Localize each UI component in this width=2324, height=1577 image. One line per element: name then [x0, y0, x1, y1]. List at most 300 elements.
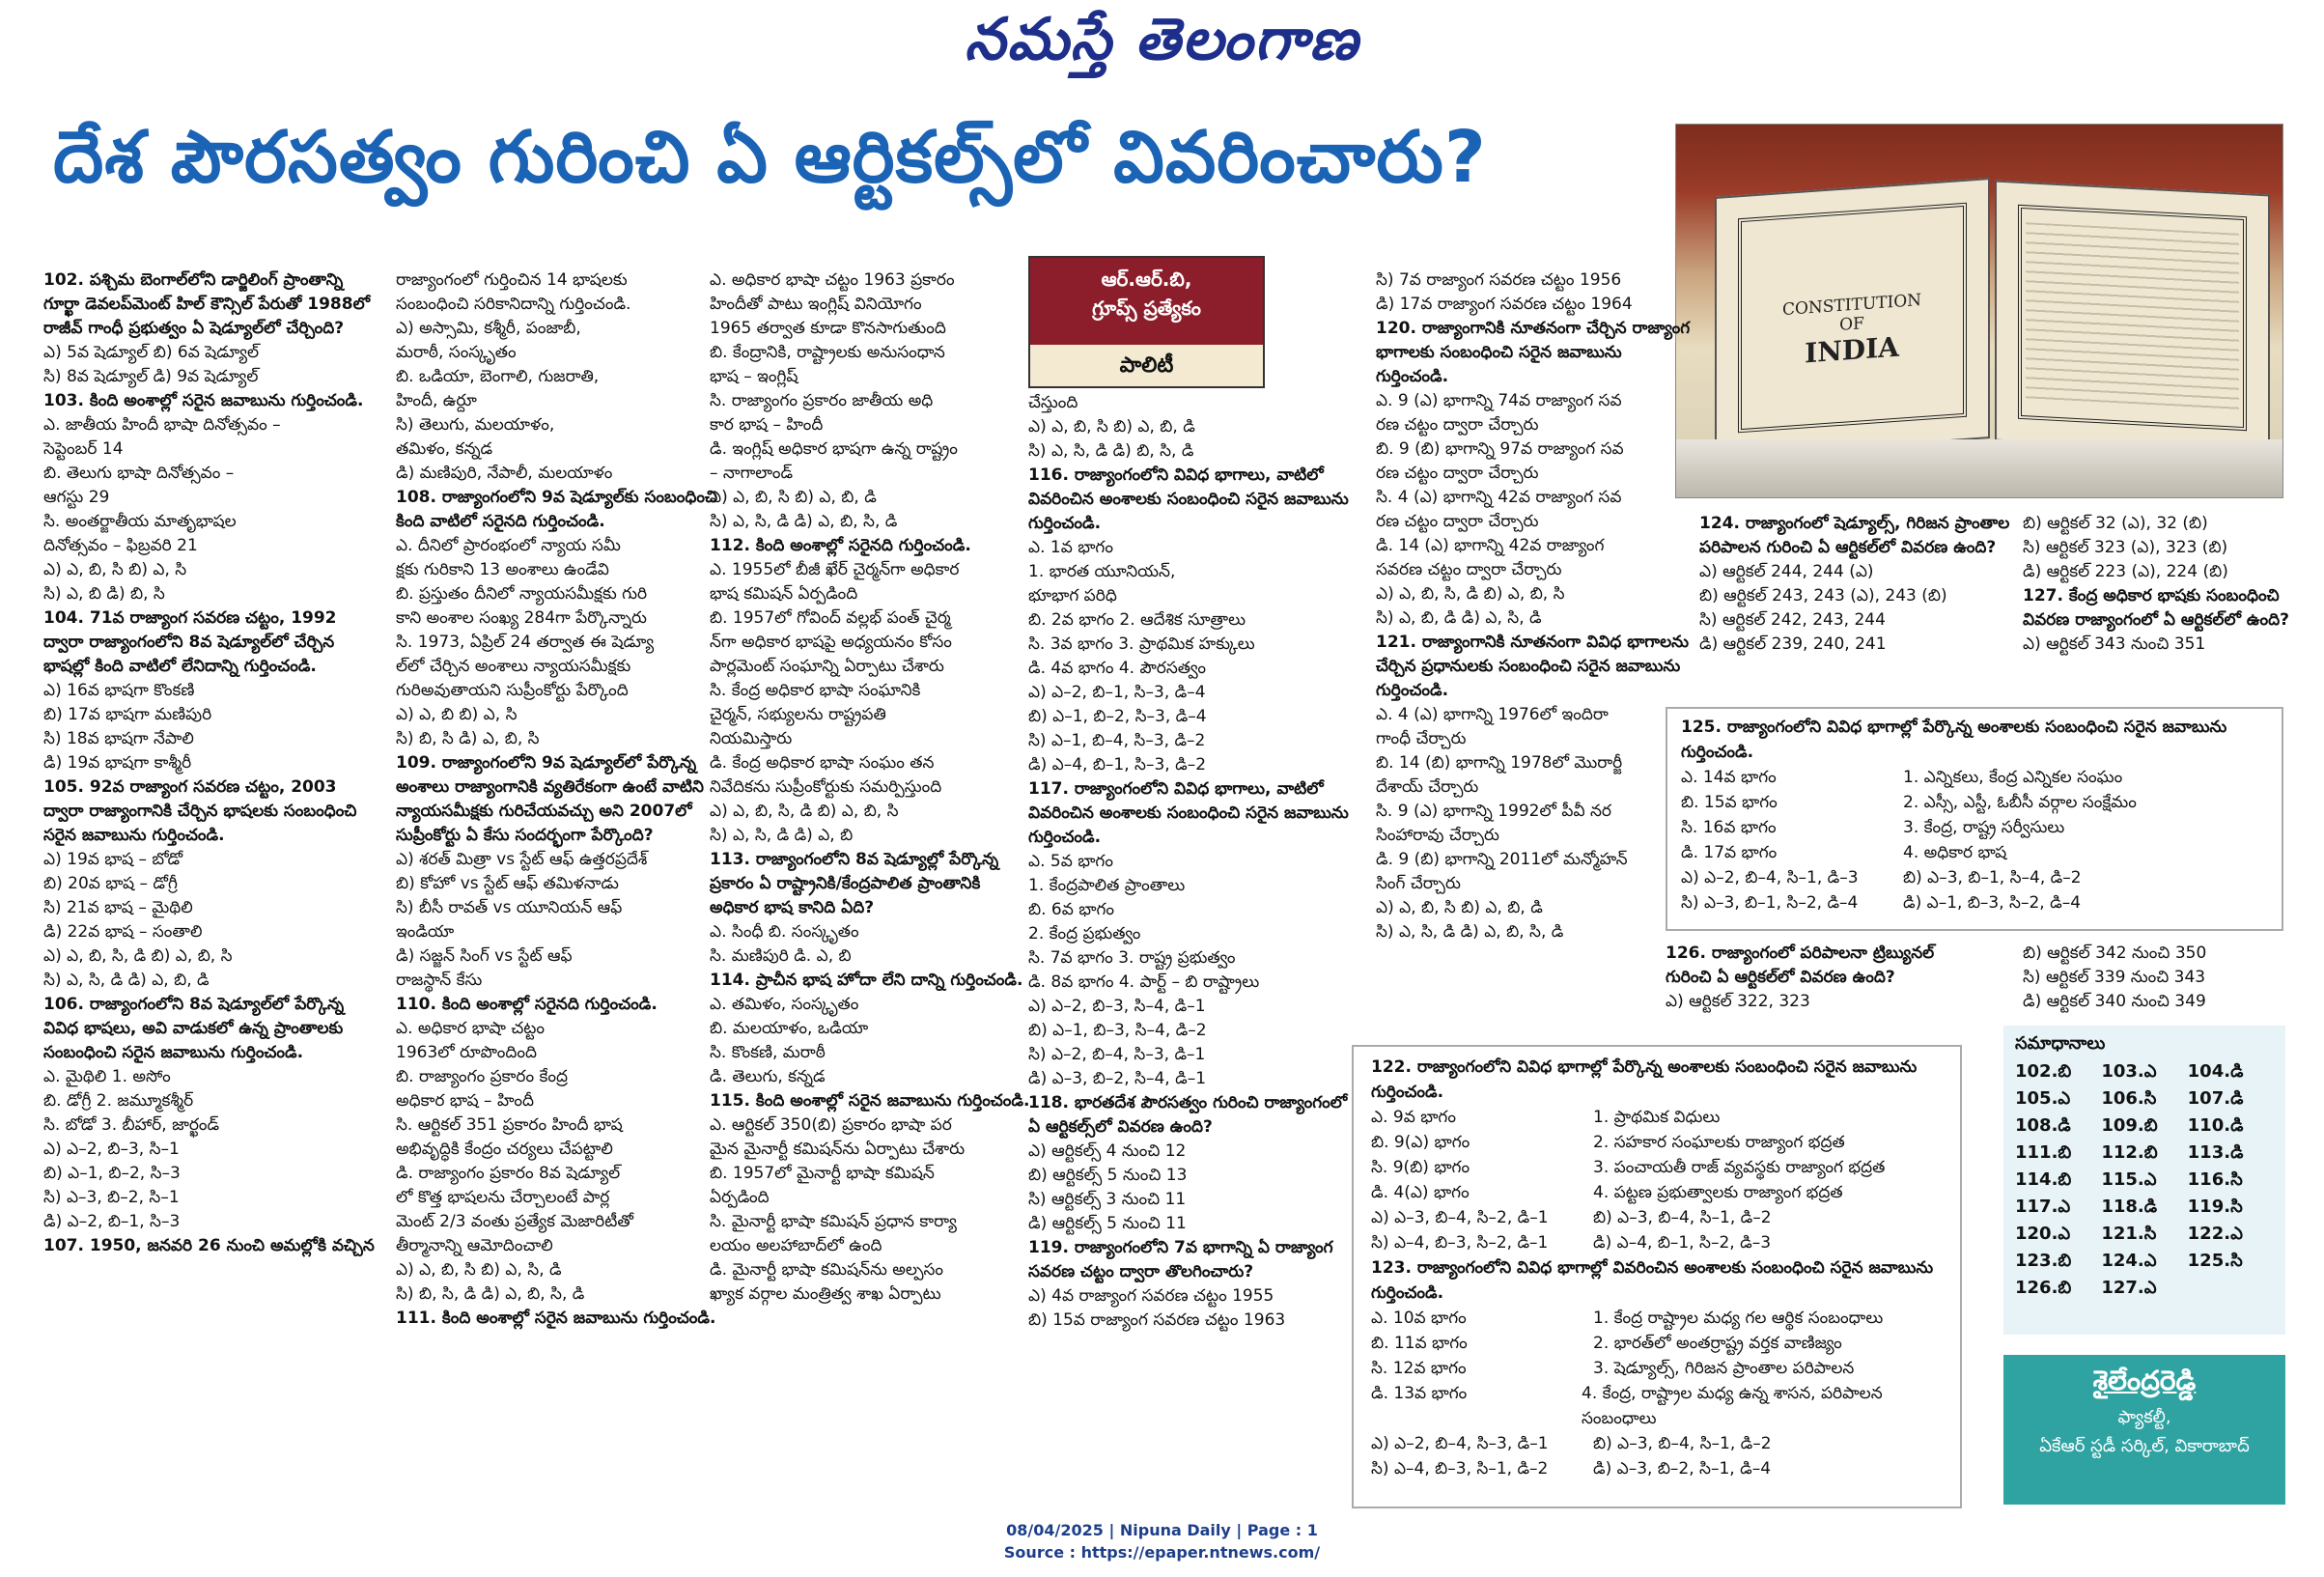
answer-item: 106.సి	[2101, 1088, 2157, 1109]
section-badge: ఆర్.ఆర్.బి, గ్రూప్స్ ప్రత్యేకం పాలిటీ	[1028, 256, 1265, 388]
option-line: బి. 1957లో గోవింద్ వల్లభ్ పంత్ చైర్మ	[710, 608, 951, 628]
option-line: ఎ) ఎ, బి, సి, డి బి) ఎ, బి, సి	[710, 802, 899, 821]
match-row	[1371, 1130, 1943, 1155]
match-right: డి) ఎ–1, బి–3, సి–2, డి–4	[1903, 893, 2082, 913]
option-line: ఎ. 1955లో బీజీ ఖేర్ చైర్మన్‌గా అధికార	[710, 560, 960, 579]
match-row	[1371, 1381, 1943, 1431]
match-row	[1371, 1180, 1943, 1205]
option-line: డి. ఇంగ్లిష్ అధికార భాషగా ఉన్న రాష్ట్రం	[710, 439, 958, 459]
option-line: బి. తెలుగు భాషా దినోత్సవం –	[43, 464, 235, 483]
option-line: సి. 9 (ఎ) భాగాన్ని 1992లో పీవీ నర	[1376, 802, 1611, 821]
match-right: 4. కేంద్ర, రాష్ట్రాల మధ్య ఉన్న శాసన, పరిపాలన సంబంధాలు	[1582, 1384, 1883, 1428]
option-line: ఎ. జాతీయ హిందీ భాషా దినోత్సవం –	[43, 415, 281, 435]
column-7	[2023, 512, 2312, 657]
answer-item: 111.బి	[2015, 1142, 2072, 1163]
option-line: సి) బి, సి, డి డి) ఎ, బి, సి, డి	[396, 1284, 585, 1304]
option-line: ఖ్యాక వర్గాల మంత్రిత్వ శాఖ ఏర్పాటు	[710, 1284, 941, 1304]
match-row	[1681, 765, 2268, 790]
option-line: సంబంధించి సరికానిదాన్ని గుర్తించండి.	[396, 295, 631, 314]
option-line: బి. రాజ్యాంగం ప్రకారం కేంద్ర	[396, 1067, 569, 1086]
option-line: లయం అలహాబాద్‌లో ఉంది	[710, 1236, 882, 1255]
option-line: సింహారావు చేర్చారు	[1376, 826, 1499, 845]
footer-source: Source : https://epaper.ntnews.com/	[1003, 1543, 1321, 1562]
column-5	[1376, 268, 1699, 944]
option-line: సి) బీసీ రావత్ vs యూనియన్ ఆఫ్	[396, 898, 623, 917]
question-text: 115. కింది అంశాల్లో సరైన జవాబును గుర్తించండి.	[710, 1091, 1030, 1111]
option-line: 1965 తర్వాత కూడా కొనసాగుతుంది	[710, 319, 946, 338]
option-line: దినోత్సవం – ఫిబ్రవరి 21	[43, 536, 198, 555]
question-text: 111. కింది అంశాల్లో సరైన జవాబును గుర్తించండి.	[396, 1309, 716, 1328]
match-right: 1. ప్రాథమిక విధులు	[1593, 1108, 1721, 1127]
option-line: బి. 6వ భాగం	[1028, 900, 1114, 919]
column-6	[1699, 512, 2018, 657]
option-line: రాజస్థాన్ కేసు	[396, 971, 483, 990]
option-line: డి) ఎ–4, బి–1, సి–3, డి–2	[1028, 755, 1207, 774]
option-line: సి) ఆర్టికల్ 323 (ఎ), 323 (బి)	[2023, 538, 2228, 557]
constitution-photo	[1675, 124, 2283, 498]
question-text: 112. కింది అంశాల్లో సరైనది గుర్తించండి.	[710, 536, 971, 555]
option-line: ఎ. ఆర్టికల్ 350(బి) ప్రకారం భాషా పర	[710, 1115, 952, 1135]
answer-item: 126.బి	[2015, 1278, 2072, 1298]
question-text: 107. 1950, జనవరి 26 నుంచి అమల్లోకి వచ్చిన	[43, 1236, 375, 1255]
option-line: నియమిస్తారు	[710, 729, 793, 748]
option-line: డి. కేంద్ర అధికార భాషా సంఘం తన	[710, 753, 935, 773]
answer-item: 118.డి	[2101, 1197, 2158, 1217]
option-line: గాంధీ చేర్చారు	[1376, 729, 1467, 748]
option-line: సి. బోడో 3. బీహార్, జార్ఖండ్	[43, 1115, 220, 1135]
answer-item: 105.ఎ	[2015, 1088, 2071, 1109]
match-left: సి. 12వ భాగం	[1371, 1359, 1467, 1378]
option-line: సి. మణిపురి డి. ఎ, బి	[710, 946, 852, 966]
answers-panel	[2003, 1026, 2285, 1335]
option-line: తమిళం, కన్నడ	[396, 439, 493, 459]
option-line: మెంట్ 2/3 వంతు ప్రత్యేక మెజారిటీతో	[396, 1212, 633, 1231]
option-line: సి. 7వ భాగం 3. రాష్ట్ర ప్రభుత్వం	[1028, 948, 1236, 968]
match-row	[1371, 1230, 1943, 1255]
option-line: సి) తెలుగు, మలయాళం,	[396, 415, 555, 435]
match-right: 4. అధికార భాష	[1903, 843, 2007, 862]
option-line: బి) ఎ–1, బి–2, సి–3, డి–4	[1028, 707, 1207, 726]
option-line: సి. 1973, ఏప్రిల్ 24 తర్వాత ఈ షెడ్యూ	[396, 633, 655, 652]
option-line: డి. 9 (బి) భాగాన్ని 2011లో మన్మోహన్	[1376, 850, 1628, 869]
question-text: 119. రాజ్యాంగంలోని 7వ భాగాన్ని ఏ రాజ్యాంగ సవరణ చట్టం ద్వారా తొలగించారు?	[1028, 1238, 1333, 1281]
author-name: శైలేంద్రరెడ్డి	[2092, 1365, 2197, 1396]
question-box-122-123	[1352, 1045, 1962, 1508]
answer-item: 115.ఎ	[2101, 1169, 2157, 1190]
match-right: 3. షెడ్యూల్స్, గిరిజన ప్రాంతాల పరిపాలన	[1593, 1359, 1855, 1378]
option-line: ఇండియా	[396, 922, 455, 942]
match-row	[1681, 840, 2268, 865]
option-line: బి) ఎ–1, బి–3, సి–4, డి–2	[1028, 1021, 1207, 1040]
option-line: సి. కేంద్ర అధికార భాషా సంఘానికి	[710, 681, 921, 700]
option-line: ఆగస్టు 29	[43, 488, 110, 507]
question-text: 121. రాజ్యాంగానికి నూతనంగా వివిధ భాగాలను చేర్చిన ప్రధానులకు సంబంధించి సరైన జవాబును గుర్తించండి.	[1376, 633, 1689, 700]
question-text: 108. రాజ్యాంగంలోని 9వ షెడ్యూల్‌కు సంబంధించి కింది వాటిలో సరైనది గుర్తించండి.	[396, 488, 718, 531]
match-row	[1681, 790, 2268, 815]
match-left: సి) ఎ–4, బి–3, సి–2, డి–1	[1371, 1233, 1549, 1253]
option-line: సింగ్ చేర్చారు	[1376, 874, 1461, 893]
match-left: సి) ఎ–4, బి–3, సి–1, డి–2	[1371, 1459, 1549, 1478]
question-text: 124. రాజ్యాంగంలో షెడ్యూల్స్, గిరిజన ప్రాంతాల పరిపాలన గురించి ఏ ఆర్టికల్‌లో వివరణ ఉంది?	[1699, 514, 2010, 557]
match-row	[1371, 1306, 1943, 1331]
option-line: సి) ఆర్టికల్ 339 నుంచి 343	[2023, 968, 2206, 987]
option-line: ఎ) 4వ రాజ్యాంగ సవరణ చట్టం 1955	[1028, 1286, 1274, 1306]
match-left: డి. 17వ భాగం	[1681, 843, 1778, 862]
option-line: గురిఅవుతాయని సుప్రీంకోర్టు పేర్కొంది	[396, 681, 629, 700]
option-line: రాజ్యాంగంలో గుర్తించిన 14 భాషలకు	[396, 270, 628, 290]
option-line: డి) 22వ భాష – సంతాలి	[43, 922, 203, 942]
answer-item: 122.ఎ	[2187, 1224, 2243, 1244]
answer-item: 108.డి	[2015, 1115, 2071, 1136]
option-line: – నాగాలాండ్	[710, 464, 794, 483]
option-line: ఎ) ఆర్టికల్ 244, 244 (ఎ)	[1699, 562, 1874, 581]
option-line: సి) ఎ, సి, డి డి) ఎ, బి	[710, 826, 854, 845]
option-line: సి) ఎ–3, బి–2, సి–1	[43, 1188, 180, 1207]
option-line: సి) 21వ భాష – మైథిలి	[43, 898, 193, 917]
option-line: డి) ఆర్టికల్స్ 5 నుంచి 11	[1028, 1214, 1187, 1233]
match-left: బి. 15వ భాగం	[1681, 793, 1778, 812]
option-line: ఎ) ఎ, బి బి) ఎ, సి	[396, 705, 518, 724]
match-left: సి. 16వ భాగం	[1681, 818, 1777, 837]
match-left: సి. 9(బి) భాగం	[1371, 1158, 1470, 1177]
match-right: 2. భారత్‌లో అంతర్రాష్ట్ర వర్తక వాణిజ్యం	[1593, 1334, 1842, 1353]
option-line: ఎ. అధికార భాషా చట్టం	[396, 1019, 546, 1038]
question-text: 110. కింది అంశాల్లో సరైనది గుర్తించండి.	[396, 995, 658, 1014]
option-line: అధికార భాష – హిందీ	[396, 1091, 534, 1111]
option-line: ఎ. 9 (ఎ) భాగాన్ని 74వ రాజ్యాంగ సవ	[1376, 391, 1622, 410]
match-left: సి) ఎ–3, బి–1, సి–2, డి–4	[1681, 893, 1859, 913]
option-line: ఎ. 1వ భాగం	[1028, 538, 1113, 557]
column-8	[1666, 942, 1974, 1014]
option-line: ఎ) ఆర్టికల్ 322, 323	[1666, 992, 1810, 1011]
column-2	[396, 268, 724, 1331]
match-right: 1. కేంద్ర రాష్ట్రాల మధ్య గల ఆర్థిక సంబంధాలు	[1593, 1309, 1884, 1328]
option-line: ఎ) ఎ–2, బి–3, సి–4, డి–1	[1028, 997, 1206, 1016]
answer-item: 110.డి	[2187, 1115, 2244, 1136]
option-line: సి. రాజ్యాంగం ప్రకారం జాతీయ అధి	[710, 391, 934, 410]
column-4	[1028, 391, 1361, 1333]
option-line: 2. కేంద్ర ప్రభుత్వం	[1028, 924, 1141, 943]
match-right: బి) ఎ–3, బి–4, సి–1, డి–2	[1593, 1208, 1772, 1227]
option-line: కాని అంశాల సంఖ్య 284గా పేర్కొన్నారు	[396, 608, 647, 628]
option-line: ఎ. దీనిలో ప్రారంభంలో న్యాయ సమీ	[396, 536, 621, 555]
book-title: CONSTITUTION OF INDIA	[1781, 290, 1922, 370]
option-line: సి) 18వ భాషగా నేపాలి	[43, 729, 194, 748]
option-line: బి) ఎ–1, బి–2, సి–3	[43, 1164, 181, 1183]
option-line: డి. 4వ భాగం 4. పౌరసత్వం	[1028, 659, 1206, 678]
masthead: నమస్తే తెలంగాణ	[964, 6, 1360, 73]
match-right: 2. సహకార సంఘాలకు రాజ్యాంగ భద్రత	[1593, 1133, 1845, 1152]
option-line: హిందీతో పాటు ఇంగ్లిష్ వినియోగం	[710, 295, 922, 314]
option-line: ల్‌లో చేర్చిన అంశాలు న్యాయసమీక్షకు	[396, 657, 631, 676]
footer-date: 08/04/2025 | Nipuna Daily | Page : 1	[1006, 1521, 1318, 1539]
option-line: భాష – ఇంగ్లిష్	[710, 367, 798, 386]
match-row	[1371, 1155, 1943, 1180]
answer-item: 114.బి	[2015, 1169, 2072, 1190]
option-line: ఎ. సింధీ బి. సంస్కృతం	[710, 922, 859, 942]
option-line: డి. 14 (ఎ) భాగాన్ని 42వ రాజ్యాంగ	[1376, 536, 1605, 555]
answer-item: 124.ఎ	[2101, 1251, 2157, 1271]
answers-grid	[2015, 1061, 2274, 1302]
option-line: డి) ఆర్టికల్ 223 (ఎ), 224 (బి)	[2023, 562, 2228, 581]
option-line: ఎ) ఆర్టికల్స్ 4 నుంచి 12	[1028, 1141, 1187, 1161]
match-left: బి. 11వ భాగం	[1371, 1334, 1468, 1353]
option-line: చేస్తుంది	[1028, 393, 1078, 412]
option-line: సి) ఎ, బి, డి డి) ఎ, సి, డి	[1376, 608, 1542, 628]
option-line: డి) ఆర్టికల్ 340 నుంచి 349	[2023, 992, 2206, 1011]
option-line: డి. తెలుగు, కన్నడ	[710, 1067, 826, 1086]
match-right: 2. ఎస్సీ, ఎస్టీ, ఓబీసీ వర్గాల సంక్షేమం	[1903, 793, 2137, 812]
match-right: బి) ఎ–3, బి–1, సి–4, డి–2	[1903, 868, 2082, 887]
option-line: రణ చట్టం ద్వారా చేర్చారు	[1376, 464, 1539, 483]
option-line: దేశాయ్ చేర్చారు	[1376, 777, 1479, 797]
answer-item: 113.డి	[2187, 1142, 2244, 1163]
option-line: బి) కోహో vs స్టేట్ ఆఫ్ తమిళనాడు	[396, 874, 619, 893]
option-line: బి) ఆర్టికల్స్ 5 నుంచి 13	[1028, 1166, 1188, 1185]
option-line: ఎ) ఎ, బి, సి, డి బి) ఎ, బి, సి	[43, 946, 233, 966]
option-line: సి) ఎ–1, బి–4, సి–3, డి–2	[1028, 731, 1206, 750]
option-line: ఎ) ఎ, బి, సి బి) ఎ, బి, డి	[1028, 417, 1195, 436]
answer-item: 112.బి	[2101, 1142, 2158, 1163]
option-line: అభివృద్ధికి కేంద్రం చర్యలు చేపట్టాలి	[396, 1140, 613, 1159]
match-rows	[1371, 1105, 1943, 1255]
option-line: పార్లమెంట్ సంఘాన్ని ఏర్పాటు చేశారు	[710, 657, 944, 676]
question-text: 104. 71వ రాజ్యాంగ సవరణ చట్టం, 1992 ద్వారా రాజ్యాంగంలోని 8వ షెడ్యూల్‌లో చేర్చిన భాషల్లో కింది వాటిలో లేనిదాన్ని గుర్తించండి.	[43, 608, 337, 676]
match-left: ఎ) ఎ–3, బి–4, సి–2, డి–1	[1371, 1208, 1549, 1227]
question-text: 125. రాజ్యాంగంలోని వివిధ భాగాల్లో పేర్కొన్న అంశాలకు సంబంధించి సరైన జవాబును గుర్తించండి.	[1681, 718, 2227, 762]
question-text: 113. రాజ్యాంగంలోని 8వ షెడ్యూల్లో పేర్కొన్న ప్రకారం ఏ రాష్ట్రానికి/కేంద్రపాలిత ప్రాంతానికి అధికార భాష కానిది ఏది?	[710, 850, 999, 917]
headline: దేశ పౌరసత్వం గురించి ఏ ఆర్టికల్స్‌లో వివరించారు?	[53, 116, 1487, 199]
option-line: హిందీ, ఉర్దూ	[396, 391, 477, 410]
question-text: 127. కేంద్ర అధికార భాషకు సంబంధించి వివరణ రాజ్యాంగంలో ఏ ఆర్టికల్‌లో ఉంది?	[2023, 586, 2289, 630]
answer-item: 104.డి	[2187, 1061, 2244, 1082]
answer-item: 103.ఎ	[2101, 1061, 2157, 1082]
option-line: ఎ. అధికార భాషా చట్టం 1963 ప్రకారం	[710, 270, 955, 290]
column-9	[2023, 942, 2312, 1014]
option-line: బి. 2వ భాగం 2. ఆదేశిక సూత్రాలు	[1028, 610, 1246, 630]
option-line: లో కొత్త భాషలను చేర్చాలంటే పార్ల	[396, 1188, 610, 1207]
option-line: ఎ. 5వ భాగం	[1028, 852, 1113, 871]
option-line: డి) సజ్జన్ సింగ్ vs స్టేట్ ఆఫ్	[396, 946, 573, 966]
option-line: మైన మైనార్టీ కమిషన్‌ను ఏర్పాటు చేశారు	[710, 1140, 966, 1159]
option-line: రణ చట్టం ద్వారా చేర్చారు	[1376, 512, 1539, 531]
question-text: 118. భారతదేశ పౌరసత్వం గురించి రాజ్యాంగంలో ఏ ఆర్టికల్స్‌లో వివరణ ఉంది?	[1028, 1093, 1348, 1137]
answer-item: 120.ఎ	[2015, 1224, 2071, 1244]
option-line: ఎ) 19వ భాష – బోడో	[43, 850, 183, 869]
option-line: బి) ఆర్టికల్ 342 నుంచి 350	[2023, 943, 2207, 963]
option-line: ఎ) ఎ–2, బి–1, సి–3, డి–4	[1028, 683, 1206, 702]
question-text: 105. 92వ రాజ్యాంగ సవరణ చట్టం, 2003 ద్వారా రాజ్యాంగానికి చేర్చిన భాషలకు సంబంధించి సరైన జవాబును గుర్తించండి.	[43, 777, 357, 845]
answers-title: సమాధానాలు	[2015, 1033, 2106, 1054]
answer-item: 107.డి	[2187, 1088, 2244, 1109]
option-line: సి. అంతర్జాతీయ మాతృభాషల	[43, 512, 237, 531]
option-line: సి) ఎ, సి, డి డి) ఎ, బి, సి, డి	[1376, 922, 1564, 942]
book-left-page	[1715, 178, 1990, 458]
match-right: డి) ఎ–4, బి–1, సి–2, డి–3	[1593, 1233, 1772, 1253]
option-line: 1. భారత యూనియన్,	[1028, 562, 1176, 581]
match-right: 3. పంచాయతీ రాజ్ వ్యవస్థకు రాజ్యాంగ భద్రత	[1593, 1158, 1886, 1177]
option-line: సి) 7వ రాజ్యాంగ సవరణ చట్టం 1956	[1376, 270, 1622, 290]
option-line: ఎ. మైథిలి 1. అసోం	[43, 1067, 171, 1086]
option-line: ఎ) 16వ భాషగా కొంకణి	[43, 681, 195, 700]
option-line: భాష కమిషన్ ఏర్పడింది	[710, 584, 858, 604]
question-text: 117. రాజ్యాంగంలోని వివిధ భాగాలు, వాటిలో వివరించిన అంశాలకు సంబంధించి సరైన జవాబును గుర్తించండి.	[1028, 779, 1349, 847]
match-right: 4. పట్టణ ప్రభుత్వాలకు రాజ్యాంగ భద్రత	[1593, 1183, 1843, 1202]
option-line: బి. డోగ్రీ 2. జమ్మూకశ్మీర్	[43, 1091, 194, 1111]
match-left: ఎ. 10వ భాగం	[1371, 1309, 1467, 1328]
answer-item: 121.సి	[2101, 1224, 2157, 1244]
match-row	[1371, 1356, 1943, 1381]
option-line: ఎ) ఎ, బి, సి బి) ఎ, బి, డి	[710, 488, 877, 507]
option-line: డి) ఆర్టికల్ 239, 240, 241	[1699, 634, 1887, 654]
option-line: ఎ) ఎ–2, బి–3, సి–1	[43, 1140, 180, 1159]
option-line: డి. 8వ భాగం 4. పార్ట్ – బి రాష్ట్రాలు	[1028, 972, 1260, 992]
option-line: డి. రాజ్యాంగం ప్రకారం 8వ షెడ్యూల్	[396, 1164, 621, 1183]
option-line: ఎ) ఎ, బి, సి బి) ఎ, సి	[43, 560, 187, 579]
match-row	[1681, 890, 2268, 915]
match-right: 3. కేంద్ర, రాష్ట్ర సర్వీసులు	[1903, 818, 2065, 837]
answer-item: 125.సి	[2187, 1251, 2243, 1271]
option-line: మరాఠీ, సంస్కృతం	[396, 343, 517, 362]
option-line: 1. కేంద్రపాలిత ప్రాంతాలు	[1028, 876, 1186, 895]
book-right-page	[1995, 181, 2270, 456]
match-row	[1371, 1331, 1943, 1356]
question-text: 126. రాజ్యాంగంలో పరిపాలనా ట్రిబ్యునల్ గురించి ఏ ఆర్టికల్‌లో వివరణ ఉంది?	[1666, 943, 1935, 987]
option-line: ఎ) 5వ షెడ్యూల్ బి) 6వ షెడ్యూల్	[43, 343, 260, 362]
option-line: డి) మణిపురి, నేపాలీ, మలయాళం	[396, 464, 613, 483]
option-line: ఏర్పడింది	[710, 1188, 770, 1207]
author-card	[2003, 1355, 2285, 1505]
answer-item: 127.ఎ	[2101, 1278, 2157, 1298]
option-line: తీర్మానాన్ని ఆమోదించాలి	[396, 1236, 553, 1255]
match-left: డి. 4(ఎ) భాగం	[1371, 1183, 1470, 1202]
option-line: బి. ఒడియా, బెంగాలి, గుజరాతి,	[396, 367, 600, 386]
match-left: బి. 9(ఎ) భాగం	[1371, 1133, 1470, 1152]
match-right: బి) ఎ–3, బి–4, సి–1, డి–2	[1593, 1434, 1772, 1453]
option-line: సి) 8వ షెడ్యూల్ డి) 9వ షెడ్యూల్	[43, 367, 259, 386]
question-text: 123. రాజ్యాంగంలోని వివిధ భాగాల్లో వివరించిన అంశాలకు సంబంధించి సరైన జవాబును గుర్తించండి.	[1371, 1258, 1934, 1303]
option-line: బి. 1957లో మైనార్టీ భాషా కమిషన్	[710, 1164, 935, 1183]
option-line: డి) 17వ రాజ్యాంగ సవరణ చట్టం 1964	[1376, 295, 1633, 314]
answer-item: 117.ఎ	[2015, 1197, 2071, 1217]
question-text: 109. రాజ్యాంగంలోని 9వ షెడ్యూల్‌లో పేర్కొన్న అంశాలు రాజ్యాంగానికి వ్యతిరేకంగా ఉంటే వాటిని న్యాయసమీక్షకు గురిచేయవచ్చు అని 2007లో సుప్రీంకోర్టు ఏ కేసు సందర్భంగా పేర్కొంది?	[396, 753, 704, 845]
match-row	[1681, 815, 2268, 840]
option-line: న్‌గా అధికార భాషపై అధ్యయనం కోసం	[710, 633, 952, 652]
option-line: సి. 3వ భాగం 3. ప్రాథమిక హక్కులు	[1028, 634, 1255, 654]
option-line: బి. 14 (బి) భాగాన్ని 1978లో మొరార్జీ	[1376, 753, 1623, 773]
match-right: 1. ఎన్నికలు, కేంద్ర ఎన్నికల సంఘం	[1903, 768, 2123, 787]
option-line: సి. ఆర్టికల్ 351 ప్రకారం హిందీ భాష	[396, 1115, 623, 1135]
display-case	[1676, 439, 2282, 497]
option-line: సి) ఆర్టికల్ 242, 243, 244	[1699, 610, 1886, 630]
question-text: 120. రాజ్యాంగానికి నూతనంగా చేర్చిన రాజ్యాంగ భాగాలకు సంబంధించి సరైన జవాబును గుర్తించండి.	[1376, 319, 1691, 386]
match-rows	[1681, 765, 2268, 915]
option-line: బి) 15వ రాజ్యాంగ సవరణ చట్టం 1963	[1028, 1310, 1286, 1330]
match-row	[1371, 1205, 1943, 1230]
option-line: డి) ఎ–2, బి–1, సి–3	[43, 1212, 181, 1231]
option-line: సి) ఎ–2, బి–4, సి–3, డి–1	[1028, 1045, 1206, 1064]
match-row	[1371, 1456, 1943, 1481]
option-line: డి) 19వ భాషగా కాశ్మీరీ	[43, 753, 192, 773]
option-line: ఎ) అస్సామి, కశ్మీరీ, పంజాబీ,	[396, 319, 581, 338]
option-line: సి) ఎ, బి డి) బి, సి	[43, 584, 165, 604]
option-line: బి) ఆర్టికల్ 32 (ఎ), 32 (బి)	[2023, 514, 2208, 533]
column-3	[710, 268, 1033, 1307]
option-line: క్షకు గురికాని 13 అంశాలు ఉండేవి	[396, 560, 609, 579]
question-text: 116. రాజ్యాంగంలోని వివిధ భాగాలు, వాటిలో వివరించిన అంశాలకు సంబంధించి సరైన జవాబును గుర్తించండి.	[1028, 465, 1349, 533]
option-line: డి. మైనార్టీ భాషా కమిషన్‌ను అల్పసం	[710, 1260, 944, 1280]
option-line: సవరణ చట్టం ద్వారా చేర్చారు	[1376, 560, 1562, 579]
match-row	[1681, 865, 2268, 890]
option-line: బి. 9 (బి) భాగాన్ని 97వ రాజ్యాంగ సవ	[1376, 439, 1624, 459]
option-line: ఎ) ఎ, బి, సి బి) ఎ, బి, డి	[1376, 898, 1543, 917]
match-left: ఎ) ఎ–2, బి–4, సి–3, డి–1	[1371, 1434, 1549, 1453]
option-line: సి) ఎ, సి, డి డి) బి, సి, డి	[1028, 441, 1194, 461]
answer-item: 109.బి	[2101, 1115, 2158, 1136]
option-line: సి) ఎ, సి, డి డి) ఎ, బి, సి, డి	[710, 512, 898, 531]
match-row	[1371, 1431, 1943, 1456]
option-line: సి. 4 (ఎ) భాగాన్ని 42వ రాజ్యాంగ సవ	[1376, 488, 1622, 507]
match-left: ఎ. 9వ భాగం	[1371, 1108, 1456, 1127]
option-line: రణ చట్టం ద్వారా చేర్చారు	[1376, 415, 1539, 435]
option-line: ఎ) ఎ, బి, సి బి) ఎ, సి, డి	[396, 1260, 562, 1280]
option-line: కార భాష – హిందీ	[710, 415, 824, 435]
subject-label: పాలిటీ	[1030, 345, 1263, 386]
option-line: ఎ) ఆర్టికల్ 343 నుంచి 351	[2023, 634, 2206, 654]
option-line: ఎ. 4 (ఎ) భాగాన్ని 1976లో ఇందిరా	[1376, 705, 1609, 724]
answer-item: 119.సి	[2187, 1197, 2243, 1217]
option-line: బి. కేంద్రానికి, రాష్ట్రాలకు అనుసంధాన	[710, 343, 945, 362]
option-line: బి) ఆర్టికల్ 243, 243 (ఎ), 243 (బి)	[1699, 586, 1947, 605]
question-text: 122. రాజ్యాంగంలోని వివిధ భాగాల్లో పేర్కొన్న అంశాలకు సంబంధించి సరైన జవాబును గుర్తించండి.	[1371, 1057, 1918, 1102]
option-line: 1963లో రూపొందింది	[396, 1043, 537, 1062]
option-line: బి) 20వ భాష – డోగ్రీ	[43, 874, 178, 893]
option-line: డి) ఎ–3, బి–2, సి–4, డి–1	[1028, 1069, 1207, 1088]
option-line: ఎ. తమిళం, సంస్కృతం	[710, 995, 859, 1014]
option-line: సి) బి, సి డి) ఎ, బి, సి	[396, 729, 540, 748]
match-row	[1371, 1105, 1943, 1130]
option-line: ఎ) శరత్ మిత్రా vs స్టేట్ ఆఫ్ ఉత్తరప్రదేశ్	[396, 850, 648, 869]
option-line: సి. మైనార్టీ భాషా కమిషన్ ప్రధాన కార్యా	[710, 1212, 957, 1231]
author-role: ఫ్యాకల్టీ,	[2117, 1407, 2171, 1427]
match-right: డి) ఎ–3, బి–2, సి–1, డి–4	[1593, 1459, 1772, 1478]
option-line: చైర్మన్, సభ్యులను రాష్ట్రపతి	[710, 705, 886, 724]
option-line: బి. మలయాళం, ఒడియా	[710, 1019, 869, 1038]
option-line: సి. కొంకణి, మరాఠీ	[710, 1043, 826, 1062]
match-left: ఎ. 14వ భాగం	[1681, 768, 1777, 787]
match-left: డి. 13వ భాగం	[1371, 1384, 1468, 1403]
option-line: బి. ప్రస్తుతం దీనిలో న్యాయసమీక్షకు గురి	[396, 584, 648, 604]
option-line: సి) ఆర్టికల్స్ 3 నుంచి 11	[1028, 1190, 1187, 1209]
option-line: బి) 17వ భాషగా మణిపురి	[43, 705, 212, 724]
option-line: నివేదికను సుప్రీంకోర్టుకు సమర్పిస్తుంది	[710, 777, 942, 797]
column-1	[43, 268, 381, 1258]
match-left: ఎ) ఎ–2, బి–4, సి–1, డి–3	[1681, 868, 1859, 887]
question-text: 102. పశ్చిమ బెంగాల్‌లోని డార్జిలింగ్ ప్రాంతాన్ని గూర్ఖా డెవలప్‌మెంట్ హిల్ కౌన్సిల్ పేరుతో 1988లో రాజీవ్ గాంధీ ప్రభుత్వం ఏ షెడ్యూల్‌లో చేర్చింది?	[43, 270, 371, 338]
question-box-125	[1666, 707, 2283, 931]
option-line: సి) ఎ, సి, డి డి) ఎ, బి, డి	[43, 971, 210, 990]
option-line: ఎ) ఎ, బి, సి, డి బి) ఎ, బి, సి	[1376, 584, 1565, 604]
author-org: ఏకేఆర్ స్టడీ సర్కిల్, వికారాబాద్	[2039, 1436, 2250, 1456]
option-line: సెప్టెంబర్ 14	[43, 439, 124, 459]
answer-item: 116.సి	[2187, 1169, 2243, 1190]
question-text: 114. ప్రాచీన భాష హోదా లేని దాన్ని గుర్తించండి.	[710, 971, 1023, 990]
question-text: 106. రాజ్యాంగంలోని 8వ షెడ్యూల్‌లో పేర్కొన్న వివిధ భాషలు, అవి వాడుకలో ఉన్న ప్రాంతాలకు సంబంధించి సరైన జవాబును గుర్తించండి.	[43, 995, 345, 1062]
match-rows	[1371, 1306, 1943, 1481]
option-line: భూభాగ పరిధి	[1028, 586, 1117, 605]
answer-item: 123.బి	[2015, 1251, 2072, 1271]
answer-item: 102.బి	[2015, 1061, 2072, 1082]
